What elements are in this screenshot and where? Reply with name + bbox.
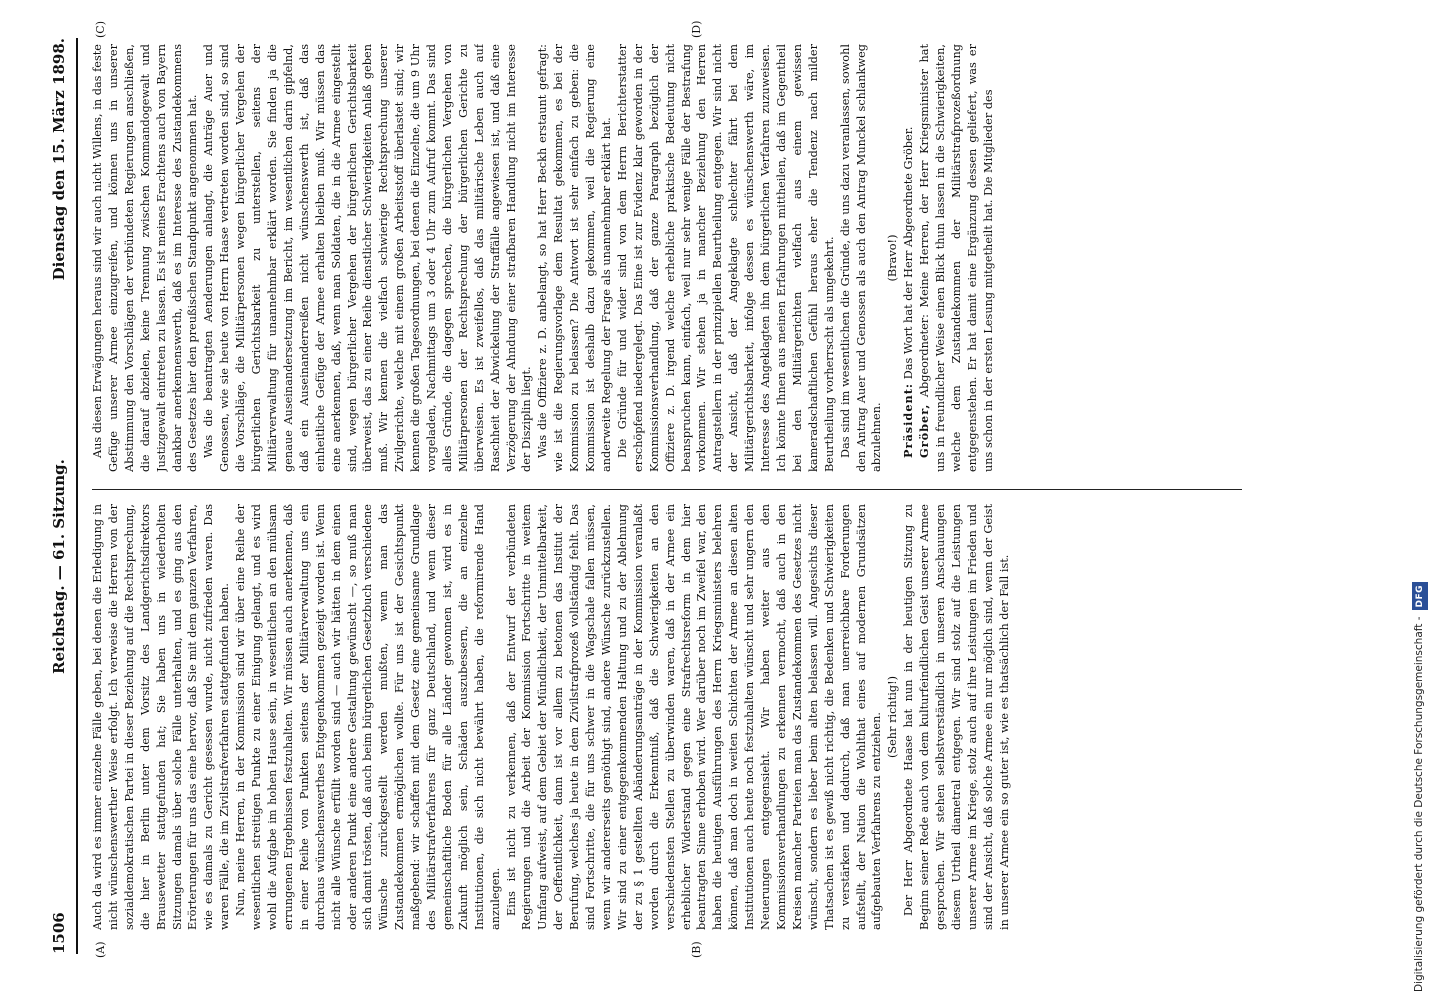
paragraph: Der Herr Abgeordnete Haase hat nun in der heutigen Sitzung zu Beginn seiner Rede auch von dem kulturfeindlichen Geist unserer Armee gesprochen. Wir stehen selbstverständlich in unseren Anschauungen diesem Urtheil diametral entgegen. Wir sind stolz auf die Leistungen unserer Armee im Kriege, stolz auch auf ihre Leistungen im Frieden und sind der Ansicht, daß solche Armee ein nur möglich sind, wenn der Geist in unserer Armee ein so guter ist, wie es thatsächlich der Fall ist. [902, 504, 1011, 930]
margin-mark-b: (B) [690, 941, 703, 958]
dfg-logo: DFG [1412, 582, 1428, 611]
speaker-paragraph [901, 44, 917, 472]
audience-reaction: (Sehr richtig!) [886, 675, 900, 759]
speaker-name: Präsident: [901, 382, 916, 458]
speaker-text: Das Wort hat der Herr Abgeordnete Gröber. [902, 126, 916, 380]
page-number: 1506 [50, 912, 68, 954]
digitization-note [1408, 8, 1430, 992]
paragraph: Nun, meine Herren, in der Kommission sind wir über eine Reihe der wesentlichen streitigen Punkte zu einer Einigung gelangt, und es wird wohl die Aufgabe im hohen Hause sein, in wesentlichen an den mühsam errungenen Ergebnissen festzuhalten. Wir müssen auch anerkennen, daß in einer Reihe von Punkten seitens der Militärverwaltung uns ein durchaus wünschenswerthes Entgegenkommen gezeigt worden ist. Wenn nicht alle Wünsche erfüllt worden sind — auch wir hätten in dem einen oder anderen Punkt eine andere Gestaltung gewünscht —, so muß man sich damit trösten, daß auch beim bürgerlichen Gesetzbuch verschiedene Wünsche zurückgestellt werden mußten, wenn man das Zustandekommen ermöglichen wollte. Für uns ist der Gesichtspunkt maßgebend: wir schaffen mit dem Gesetz eine gemeinsame Grundlage des Militärstrafverfahrens für ganz Deutschland, und wenn dieser gemeinschaftliche Boden für alle Länder gewonnen ist, wird es in Zukunft möglich sein, Schäden auszubessern, die an einzelne Institutionen, die sich nicht bewährt haben, die reformirende Hand anzulegen. [234, 504, 502, 930]
margin-mark-d: (D) [690, 20, 703, 38]
speaker-name: Gröber, [917, 403, 932, 458]
speaker-text: Abgeordneter: Meine Herren, der Herr Kriegsminister hat uns in freundlicher Weise einen Blick thun lassen in die Schwierigkeiten, welche dem Zustandekommen der Militärstrafprozeßordnung entgegenstehen. Er hat damit eine Ergänzung dessen geliefert, was er uns schon in der ersten Lesung mitgetheilt hat. Die Mitglieder des [918, 44, 995, 472]
paragraph: Auch da wird es immer einzelne Fälle geben, bei denen die Erledigung in nicht wünschenswerther Weise erfolgt. Ich verweise die Herren von der sozialdemokratischen Partei in dieser Beziehung auf die Rechtsprechung, die hier in Berlin unter dem Vorsitz des Landgerichtsdirektors Brausewetter stattgefunden hat; Sie haben uns in wiederholten Sitzungen damals über solche Fälle unterhalten, und es ging aus den Erörterungen für uns das eine hervor, daß Sie mit dem ganzen Verfahren, wie es damals zu Gericht gesessen wurde, nicht zufrieden waren. Das waren Fälle, die im Zivilstrafverfahren stattgefunden haben. [91, 504, 232, 930]
digitization-credit: Digitalisierung gefördert durch die Deutsche Forschungsgemeinschaft - [1413, 616, 1425, 992]
audience-reaction: (Bravo!) [886, 234, 900, 282]
date-title: Dienstag den 15. März 1898. [50, 38, 68, 281]
digitization-note-text [1411, 8, 1427, 992]
paragraph: Das sind im wesentlichen die Gründe, die uns dazu veranlassen, sowohl den Antrag Auer und Genossen als auch den Antrag Munckel schlankweg abzulehnen. [838, 44, 884, 472]
paragraph: Aus diesen Erwägungen heraus sind wir auch nicht Willens, in das feste Gefüge unserer Armee einzugreifen, und können uns in unserer Abstimmung den Vorschlägen der verbündeten Regierungen anschließen, die darauf abzielen, keine Trennung zwischen Kommandogewalt und Justizgewalt eintreten zu lassen. Es ist meines Erachtens auch von Bayern dankbar anerkennenswerth, daß es im Interesse des Zustandekommens des Gesetzes hier den preußischen Standpunkt angenommen hat. [91, 44, 200, 472]
column-divider [92, 489, 1242, 490]
paragraph: Eins ist nicht zu verkennen, daß der Entwurf der verbündeten Regierungen und die Arbeit der Kommission Fortschritte in weitem Umfang aufweist, auf dem Gebiet der Mündlichkeit, der Unmittelbarkeit, der Oeffentlichkeit, dann ist vor allem zu betonen das Institut der Berufung, welches ja heute in dem Zivilstrafprozeß vollständig fehlt. Das sind Fortschritte, die für uns schwer in die Wagschale fallen müssen, wenn wir andererseits genöthigt sind, andere Wünsche zurückzustellen. Wir sind zu einer entgegenkommenden Haltung und zu der Ablehnung der zu § 1 gestellten Abänderungsanträge in der Kommission veranlaßt worden durch die Erkenntniß, daß die Schwierigkeiten an den verschiedensten Stellen zu überwinden waren, daß in der Armee ein erheblicher Widerstand gegen eine Strafrechtsreform in dem hier beantragten Sinne erhoben wird. Wer darüber noch im Zweifel war, den haben die heutigen Ausführungen des Herrn Kriegsministers belehren können, daß man doch in weiten Schichten der Armee an diesen alten Institutionen auch heute noch festzuhalten wünscht und sehr ungern den Neuerungen entgegensieht. Wir haben weiter aus den Kommissionsverhandlungen zu erkennen vermocht, daß auch in den Kreisen mancher Parteien man das Zustandekommen des Gesetzes nicht wünscht, sondern es lieber beim alten belassen will. Angesichts dieser Thatsachen ist es gewiß nicht richtig, die Bedenken und Schwierigkeiten zu verstärken und dadurch, daß man unerreichbare Forderungen aufstellt, der Nation die Wohlthat eines auf modernen Grundsätzen aufgebauten Verfahrens zu entziehen. [504, 504, 884, 930]
margin-mark-a: (A) [94, 941, 107, 958]
margin-mark-c: (C) [94, 21, 107, 38]
left-column [90, 504, 1312, 930]
paragraph: Die Gründe für und wider sind von dem Herrn Berichterstatter erschöpfend niedergelegt. Das Eine ist zur Evidenz klar geworden in der Kommissionsverhandlung, daß der ganze Paragraph bezüglich der Offiziere z. D. irgend welche erhebliche praktische Bedeutung nicht beanspruchen kann, einfach, weil nur sehr wenige Fälle der Bestrafung vorkommen. Wir stehen ja in mancher Beziehung den Herren Antragstellern in der prinzipiellen Beurtheilung entgegen. Wir sind nicht der Ansicht, daß der Angeklagte schlechter fährt bei dem Militärgerichtsbarkeit, infolge dessen es wünschenswerth wäre, im Interesse des Angeklagten ihn dem bürgerlichen Verfahren zuzuweisen. Ich könnte Ihnen aus meinen Erfahrungen mittheilen, daß im Gegentheil bei den Militärgerichten vielfach aus einem gewissen kameradschaftlichen Gefühl heraus eher die Tendenz nach milder Beurtheilung vorherrscht als umgekehrt. [615, 44, 836, 472]
header-rule [76, 38, 78, 954]
session-title: Reichstag. — 61. Sitzung. [50, 459, 68, 674]
speaker-paragraph [917, 44, 997, 472]
right-column [90, 44, 1312, 472]
running-head [50, 38, 72, 954]
paragraph: Was die Offiziere z. D. anbelangt, so hat Herr Beckh erstaunt gefragt: wie ist die Regierungsvorlage dem Resultat gekommen, es bei der Kommission zu belassen? Die Antwort ist sehr einfach zu geben: die Kommission ist deshalb dazu gekommen, weil die Regierung eine anderweite Regelung der Frage als unannehmbar erklärt hat. [536, 44, 613, 472]
paragraph: Was die beantragten Aenderungen anlangt, die Anträge Auer und Genossen, wie sie heute von Herrn Haase vertreten worden sind, so sind die Vorschläge, die Militärpersonen wegen bürgerlicher Vergehen der bürgerlichen Gerichtsbarkeit zu unterstellen, seitens der Militärverwaltung für unannehmbar erklärt worden. Sie finden ja die genaue Auseinandersetzung im Bericht, im wesentlichen darin gipfelnd, daß ein Auseinanderreißen nicht wünschenswerth ist, daß das einheitliche Gefüge der Armee erhalten bleiben muß. Wir müssen das eine anerkennen, daß, wenn man Soldaten, die in die Armee eingestellt sind, wegen bürgerlicher Vergehen der bürgerlichen Gerichtsbarkeit überweist, das zu einer Reihe dienstlicher Schwierigkeiten Anlaß geben muß. Wir kennen die vielfach schwierige Rechtsprechung unserer Zivilgerichte, welche mit einem großen Arbeitsstoff überlastet sind; wir kennen die großen Tagesordnungen, bei denen die Einzelne, die um 9 Uhr vorgeladen, Nachmittags um 3 oder 4 Uhr zum Aufruf kommt. Das sind alles Gründe, die dagegen sprechen, die bürgerlichen Vergehen von Militärpersonen der Rechtsprechung der bürgerlichen Gerichte zu überweisen. Es ist zweifellos, daß das militärische Leben auch auf Raschheit der Abwickelung der Straffälle angewiesen ist, und daß eine Verzögerung der Ahndung einer strafbaren Handlung nicht im Interesse der Disziplin liegt. [202, 44, 534, 472]
